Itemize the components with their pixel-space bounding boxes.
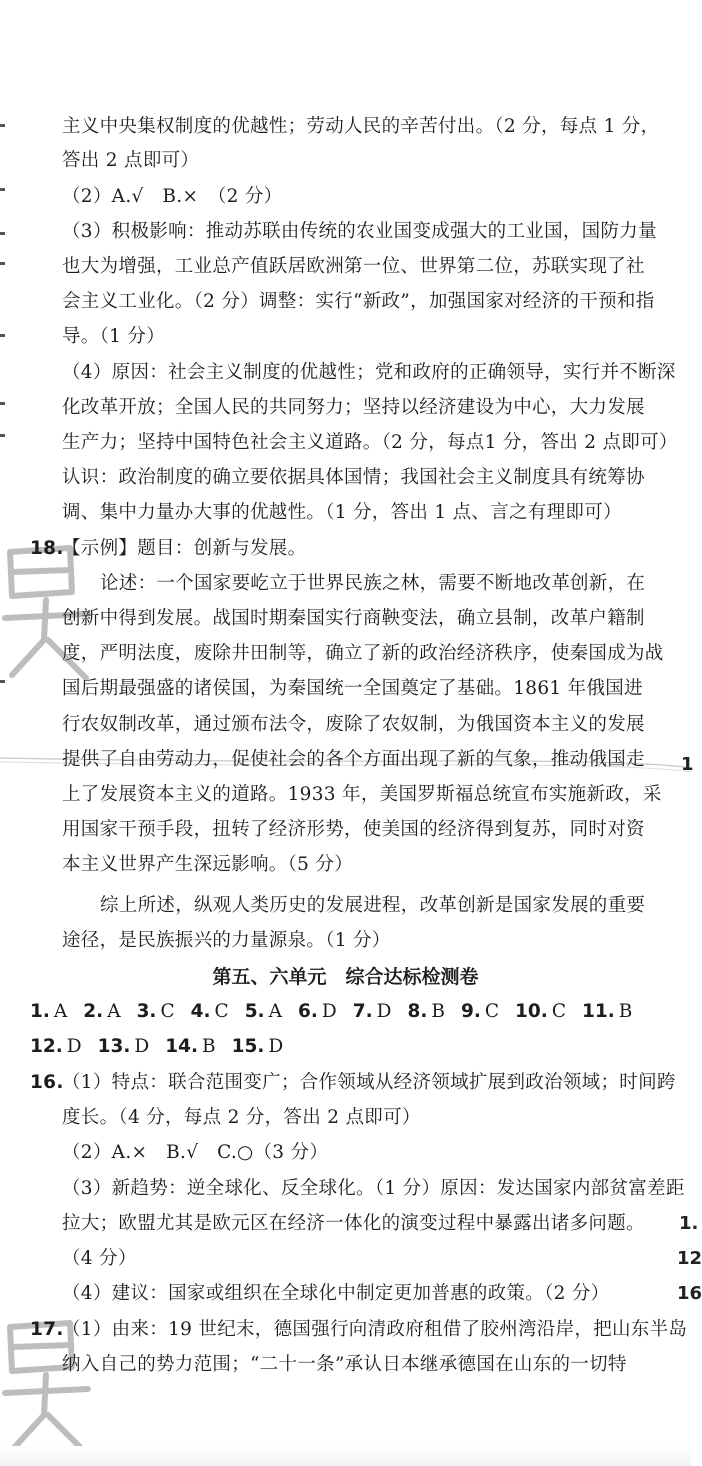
answer-number: 2. <box>83 1001 104 1022</box>
answer-choice: A <box>268 1001 282 1022</box>
text-line: 综上所述，纵观人类历史的发展进程，改革创新是国家发展的重要 <box>100 895 646 916</box>
answer-number: 7. <box>352 1001 373 1022</box>
question-number-18: 18. <box>30 538 64 559</box>
answer-choice: D <box>376 1001 392 1022</box>
text-line: 生产力；坚持中国特色社会主义道路。（2 分，每点1 分，答出 2 点即可） <box>62 432 678 453</box>
text-line: 导。（1 分） <box>62 326 166 347</box>
text-line: 会主义工业化。（2 分）调整：实行“新政”，加强国家对经济的干预和指 <box>62 291 655 312</box>
answer-item <box>298 1001 337 1022</box>
text-line: （3）新趋势：逆全球化、反全球化。（1 分）原因：发达国家内部贫富差距 <box>62 1178 685 1199</box>
answer-choice: C <box>551 1001 566 1022</box>
answer-number: 3. <box>136 1001 157 1022</box>
answer-item <box>30 1001 67 1022</box>
answer-number: 9. <box>460 1001 481 1022</box>
answer-item <box>353 1001 392 1022</box>
answer-row-1 <box>30 1003 648 1022</box>
answer-item <box>98 1036 150 1057</box>
answer-number: 10. <box>515 1001 548 1022</box>
answer-number: 13. <box>97 1036 131 1057</box>
text-line: （3）积极影响：推动苏联由传统的农业国变成强大的工业国，国防力量 <box>62 221 657 242</box>
answer-item <box>30 1036 82 1057</box>
text-line: （2）A.√ B.× （2 分） <box>62 186 283 207</box>
answer-choice: D <box>66 1036 82 1057</box>
text-line: 度，严明法度，废除井田制等，确立了新的政治经济秩序，使秦国成为战 <box>62 643 664 664</box>
text-line: 国后期最强盛的诸侯国，为秦国统一全国奠定了基础。1861 年俄国进 <box>62 678 643 699</box>
text-line: 用国家干预手段，扭转了经济形势，使美国的经济得到复苏，同时对资 <box>62 819 645 840</box>
right-page-fragment: 1. <box>679 1213 699 1234</box>
text-line: 度长。（4 分，每点 2 分，答出 2 点即可） <box>62 1107 421 1128</box>
answer-item <box>83 1001 120 1022</box>
answer-item <box>245 1001 282 1022</box>
text-line: （4 分） <box>62 1248 137 1269</box>
answer-choice: D <box>134 1036 150 1057</box>
text-line: （2）A.× B.√ C.○（3 分） <box>62 1142 329 1163</box>
answer-item <box>582 1001 632 1022</box>
answer-number: 5. <box>244 1001 265 1022</box>
right-page-fragment: 1 <box>681 754 694 775</box>
text-line: 创新中得到发展。战国时期秦国实行商鞅变法，确立县制，改革户籍制 <box>62 608 645 629</box>
answer-choice: A <box>53 1001 68 1022</box>
text-line: 也大为增强，工业总产值跃居欧洲第一位、世界第二位，苏联实现了社 <box>62 256 645 277</box>
answer-choice: C <box>214 1001 229 1022</box>
question-number-17: 17. <box>30 1319 64 1340</box>
text-line: 答出 2 点即可） <box>62 150 200 171</box>
text-line: 本主义世界产生深远影响。（5 分） <box>62 854 354 875</box>
answer-row-2 <box>30 1038 299 1057</box>
answer-choice: C <box>160 1001 175 1022</box>
answer-choice: B <box>431 1001 445 1022</box>
answer-number: 4. <box>190 1001 211 1022</box>
text-line: 调、集中力量办大事的优越性。（1 分，答出 1 点、言之有理即可） <box>62 502 622 523</box>
answer-choice: B <box>202 1036 216 1057</box>
text-line: 纳入自己的势力范围；“二十一条”承认日本继承德国在山东的一切特 <box>62 1354 627 1375</box>
answer-number: 11. <box>581 1001 615 1022</box>
text-line: 【示例】题目：创新与发展。 <box>62 538 307 559</box>
text-line: 主义中央集权制度的优越性；劳动人民的辛苦付出。（2 分，每点 1 分， <box>62 116 660 137</box>
answer-item <box>232 1036 284 1057</box>
answer-item <box>191 1001 229 1022</box>
answer-number: 14. <box>165 1036 199 1057</box>
text-line: （1）由来：19 世纪末，德国强行向清政府租借了胶州湾沿岸，把山东半岛 <box>62 1319 688 1340</box>
section-title: 第五、六单元 综合达标检测卷 <box>212 966 479 988</box>
answer-choice: A <box>107 1001 121 1022</box>
answer-item <box>515 1001 566 1022</box>
answer-choice: C <box>484 1001 500 1022</box>
answer-number: 6. <box>297 1001 318 1022</box>
text-line: 行农奴制改革，通过颁布法令，废除了农奴制，为俄国资本主义的发展 <box>62 714 645 735</box>
text-line: 认识：政治制度的确立要依据具体国情；我国社会主义制度具有统筹协 <box>62 467 645 488</box>
text-line: 提供了自由劳动力，促使社会的各个方面出现了新的气象，推动俄国走 <box>62 749 645 770</box>
right-page-fragment: 12 <box>677 1248 702 1269</box>
answer-number: 8. <box>407 1001 428 1022</box>
text-line: 论述：一个国家要屹立于世界民族之林，需要不断地改革创新，在 <box>100 573 646 594</box>
answer-choice: D <box>268 1036 284 1057</box>
answer-number: 15. <box>231 1036 265 1057</box>
answer-choice: D <box>321 1001 337 1022</box>
text-line: 化改革开放；全国人民的共同努力；坚持以经济建设为中心，大力发展 <box>62 397 645 418</box>
text-line: 拉大；欧盟尤其是欧元区在经济一体化的演变过程中暴露出诸多问题。 <box>62 1213 645 1234</box>
answer-item <box>165 1036 215 1057</box>
answer-number: 12. <box>30 1036 63 1057</box>
question-number-16: 16. <box>30 1072 64 1093</box>
text-line: （4）原因：社会主义制度的优越性；党和政府的正确领导，实行并不断深 <box>62 362 676 383</box>
answer-number: 1. <box>30 1001 50 1022</box>
answer-item <box>407 1001 445 1022</box>
left-page-edge <box>0 80 8 780</box>
text-line: 途径，是民族振兴的力量源泉。（1 分） <box>62 930 391 951</box>
text-line: （4）建议：国家或组织在全球化中制定更加普惠的政策。（2 分） <box>62 1283 610 1304</box>
answer-item <box>461 1001 499 1022</box>
right-page-fragment: 16 <box>677 1283 702 1304</box>
text-line: （1）特点：联合范围变广；合作领域从经济领域扩展到政治领域；时间跨 <box>62 1072 676 1093</box>
page-bottom-shadow <box>0 1446 691 1466</box>
answer-choice: B <box>618 1001 633 1022</box>
answer-item <box>137 1001 175 1022</box>
text-line: 上了发展资本主义的道路。1933 年，美国罗斯福总统宣布实施新政，采 <box>62 784 662 805</box>
